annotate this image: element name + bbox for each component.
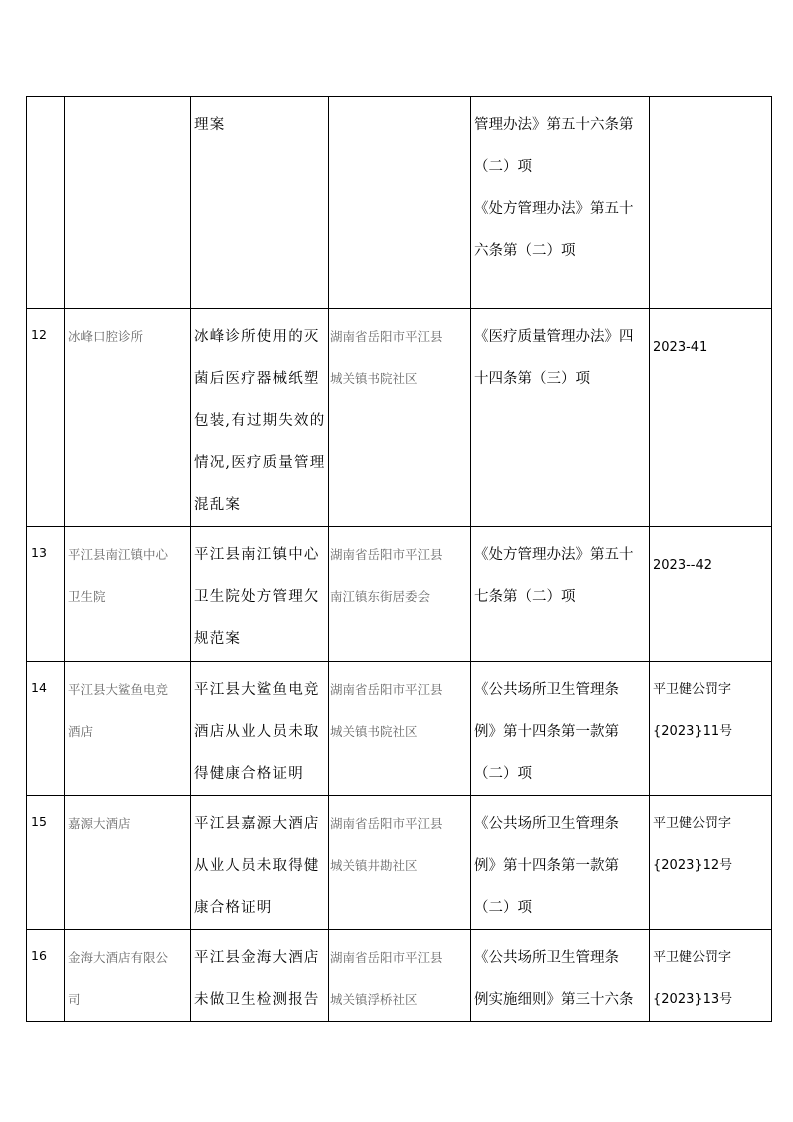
text-line: 从业人员未取得健 xyxy=(194,858,320,874)
text-line: 平卫健公罚字 xyxy=(653,816,732,831)
text-line: 平卫健公罚字 xyxy=(653,682,732,697)
case-description xyxy=(191,930,329,1022)
case-description xyxy=(191,527,329,662)
text-line: 未做卫生检测报告 xyxy=(194,992,320,1008)
text-line: 平江县金海大酒店 xyxy=(194,950,320,966)
text-line: 《处方管理办法》第五十 xyxy=(474,547,634,563)
text-line: 理案 xyxy=(194,117,226,133)
table-row xyxy=(27,527,772,662)
entity-address xyxy=(329,796,471,930)
table-row xyxy=(27,309,772,527)
text-line: 《公共场所卫生管理条 xyxy=(474,950,619,966)
text-line: 《公共场所卫生管理条 xyxy=(474,682,619,698)
text-line: 酒店从业人员未取 xyxy=(194,724,320,740)
table-row xyxy=(27,930,772,1022)
text-line: 湖南省岳阳市平江县 xyxy=(330,547,443,562)
text-line: 城关镇浮桥社区 xyxy=(330,992,418,1007)
text-line: 康合格证明 xyxy=(194,900,273,916)
text-line: 平卫健公罚字 xyxy=(653,950,732,965)
decision-number xyxy=(650,796,772,930)
text-line: {2023}13号 xyxy=(653,992,733,1007)
text-line: 湖南省岳阳市平江县 xyxy=(330,329,443,344)
penalty-table xyxy=(26,96,772,1022)
case-description xyxy=(191,309,329,527)
text-line: 城关镇书院社区 xyxy=(330,724,418,739)
decision-number xyxy=(650,930,772,1022)
table-row xyxy=(27,662,772,796)
legal-basis xyxy=(471,97,650,309)
entity-name xyxy=(65,796,191,930)
entity-name xyxy=(65,527,191,662)
entity-address xyxy=(329,662,471,796)
decision-number xyxy=(650,662,772,796)
text-line: 七条第（二）项 xyxy=(474,589,576,605)
text-line: 嘉源大酒店 xyxy=(68,816,131,831)
text-line: （二）项 xyxy=(474,900,532,916)
text-line: 湖南省岳阳市平江县 xyxy=(330,816,443,831)
entity-address xyxy=(329,309,471,527)
text-line: 包装,有过期失效的 xyxy=(194,413,326,429)
legal-basis xyxy=(471,309,650,527)
entity-address xyxy=(329,930,471,1022)
text-line: 管理办法》第五十六条第 xyxy=(474,117,634,133)
legal-basis xyxy=(471,796,650,930)
text-line: 平江县南江镇中心 xyxy=(68,547,169,562)
entity-name xyxy=(65,309,191,527)
legal-basis xyxy=(471,930,650,1022)
text-line: 平江县嘉源大酒店 xyxy=(194,816,320,832)
row-number: 13 xyxy=(27,527,65,662)
text-line: 卫生院处方管理欠 xyxy=(194,589,320,605)
text-line: 城关镇井勘社区 xyxy=(330,858,418,873)
table-row xyxy=(27,97,772,309)
case-description xyxy=(191,97,329,309)
text-line: 2023--42 xyxy=(653,558,713,573)
text-line: 规范案 xyxy=(194,631,242,647)
text-line: 十四条第（三）项 xyxy=(474,371,590,387)
text-line: 城关镇书院社区 xyxy=(330,371,418,386)
table-row xyxy=(27,796,772,930)
text-line: 例》第十四条第一款第 xyxy=(474,858,619,874)
entity-name xyxy=(65,97,191,309)
decision-number xyxy=(650,527,772,662)
text-line: 情况,医疗质量管理 xyxy=(194,455,326,471)
row-number: 15 xyxy=(27,796,65,930)
text-line: 平江县大鲨鱼电竞 xyxy=(68,682,169,697)
text-line: 司 xyxy=(68,992,81,1007)
legal-basis xyxy=(471,527,650,662)
text-line: 湖南省岳阳市平江县 xyxy=(330,682,443,697)
text-line: 菌后医疗器械纸塑 xyxy=(194,371,320,387)
row-number: 12 xyxy=(27,309,65,527)
row-number: 14 xyxy=(27,662,65,796)
text-line: 南江镇东街居委会 xyxy=(330,589,431,604)
decision-number xyxy=(650,97,772,309)
text-line: 例实施细则》第三十六条 xyxy=(474,992,634,1008)
entity-address xyxy=(329,97,471,309)
text-line: {2023}11号 xyxy=(653,724,733,739)
row-number xyxy=(27,97,65,309)
text-line: {2023}12号 xyxy=(653,858,733,873)
text-line: 得健康合格证明 xyxy=(194,766,304,782)
text-line: 2023-41 xyxy=(653,340,708,355)
text-line: （二）项 xyxy=(474,766,532,782)
text-line: 卫生院 xyxy=(68,589,106,604)
text-line: 平江县南江镇中心 xyxy=(194,547,320,563)
text-line: （二）项 xyxy=(474,159,532,175)
case-description xyxy=(191,662,329,796)
text-line: 酒店 xyxy=(68,724,94,739)
case-description xyxy=(191,796,329,930)
text-line: 金海大酒店有限公 xyxy=(68,950,169,965)
text-line: 六条第（二）项 xyxy=(474,243,576,259)
entity-address xyxy=(329,527,471,662)
text-line: 湖南省岳阳市平江县 xyxy=(330,950,443,965)
text-line: 《医疗质量管理办法》四 xyxy=(474,329,634,345)
text-line: 《公共场所卫生管理条 xyxy=(474,816,619,832)
decision-number xyxy=(650,309,772,527)
text-line: 平江县大鲨鱼电竞 xyxy=(194,682,320,698)
text-line: 冰峰诊所使用的灭 xyxy=(194,329,320,345)
text-line: 混乱案 xyxy=(194,497,242,513)
legal-basis xyxy=(471,662,650,796)
text-line: 《处方管理办法》第五十 xyxy=(474,201,634,217)
entity-name xyxy=(65,930,191,1022)
entity-name xyxy=(65,662,191,796)
row-number: 16 xyxy=(27,930,65,1022)
text-line: 冰峰口腔诊所 xyxy=(68,329,144,344)
text-line: 例》第十四条第一款第 xyxy=(474,724,619,740)
